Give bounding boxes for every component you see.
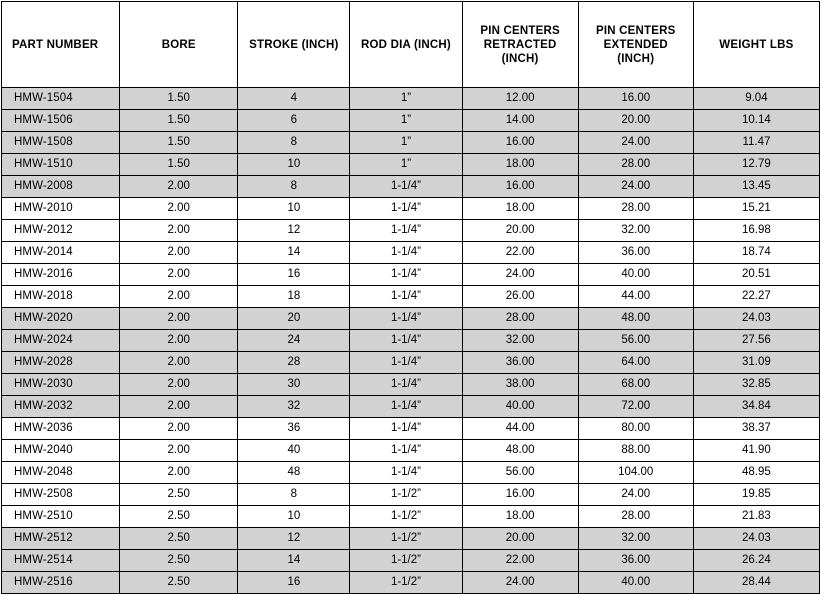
- cell-part-number: HMW-2010: [2, 198, 120, 220]
- table-cell: 24.03: [693, 528, 819, 550]
- table-cell: 1-1/2”: [350, 484, 462, 506]
- table-cell: 8: [238, 132, 350, 154]
- column-header-line: EXTENDED: [603, 38, 668, 51]
- table-cell: 36.00: [578, 550, 693, 572]
- table-row: [2, 374, 820, 396]
- table-cell: 6: [238, 110, 350, 132]
- table-cell: 2.00: [120, 440, 238, 462]
- table-cell: 10: [238, 198, 350, 220]
- column-header-0: [2, 2, 120, 88]
- table-cell: 2.00: [120, 352, 238, 374]
- table-cell: 40.00: [578, 264, 693, 286]
- table-body: [2, 88, 820, 594]
- cell-part-number: HMW-1504: [2, 88, 120, 110]
- table-cell: 32: [238, 396, 350, 418]
- table-cell: 2.50: [120, 528, 238, 550]
- column-header-line: BORE: [161, 38, 196, 51]
- table-row: [2, 88, 820, 110]
- table-cell: 28: [238, 352, 350, 374]
- table-cell: 32.00: [462, 330, 578, 352]
- table-cell: 36.00: [462, 352, 578, 374]
- table-cell: 10.14: [693, 110, 819, 132]
- table-cell: 2.50: [120, 572, 238, 594]
- table-row: [2, 242, 820, 264]
- table-cell: 32.00: [578, 528, 693, 550]
- table-cell: 18.00: [462, 506, 578, 528]
- table-row: [2, 352, 820, 374]
- table-cell: 1-1/4”: [350, 286, 462, 308]
- table-row: [2, 286, 820, 308]
- column-header-line: RETRACTED: [483, 38, 557, 51]
- table-cell: 1-1/4”: [350, 462, 462, 484]
- table-cell: 1-1/4”: [350, 352, 462, 374]
- column-header-5: [578, 2, 693, 88]
- table-cell: 1-1/4”: [350, 374, 462, 396]
- table-cell: 12: [238, 220, 350, 242]
- cell-part-number: HMW-1508: [2, 132, 120, 154]
- table-cell: 104.00: [578, 462, 693, 484]
- table-cell: 22.00: [462, 242, 578, 264]
- table-cell: 2.50: [120, 484, 238, 506]
- cell-part-number: HMW-2020: [2, 308, 120, 330]
- cell-part-number: HMW-2516: [2, 572, 120, 594]
- column-header-6: [693, 2, 819, 88]
- specification-table: [1, 1, 820, 594]
- table-cell: 48: [238, 462, 350, 484]
- table-cell: 2.00: [120, 220, 238, 242]
- cell-part-number: HMW-2024: [2, 330, 120, 352]
- table-cell: 24.00: [462, 264, 578, 286]
- table-cell: 28.44: [693, 572, 819, 594]
- table-cell: 80.00: [578, 418, 693, 440]
- table-cell: 2.00: [120, 264, 238, 286]
- table-cell: 2.00: [120, 374, 238, 396]
- table-cell: 56.00: [462, 462, 578, 484]
- table-row: [2, 572, 820, 594]
- cell-part-number: HMW-2016: [2, 264, 120, 286]
- table-cell: 2.50: [120, 506, 238, 528]
- table-row: [2, 132, 820, 154]
- table-row: [2, 418, 820, 440]
- column-header-2: [238, 2, 350, 88]
- table-row: [2, 154, 820, 176]
- column-header-line: (INCH): [501, 52, 539, 65]
- table-cell: 1.50: [120, 88, 238, 110]
- cell-part-number: HMW-2040: [2, 440, 120, 462]
- table-cell: 18.00: [462, 198, 578, 220]
- table-cell: 28.00: [578, 154, 693, 176]
- cell-part-number: HMW-1506: [2, 110, 120, 132]
- table-row: [2, 440, 820, 462]
- table-cell: 12: [238, 528, 350, 550]
- table-cell: 24.00: [462, 572, 578, 594]
- table-cell: 18.74: [693, 242, 819, 264]
- table-cell: 1-1/4”: [350, 418, 462, 440]
- table-cell: 2.00: [120, 396, 238, 418]
- table-cell: 32.00: [578, 220, 693, 242]
- table-cell: 1-1/4”: [350, 264, 462, 286]
- table-cell: 12.00: [462, 88, 578, 110]
- table-row: [2, 110, 820, 132]
- column-header-4: [462, 2, 578, 88]
- cell-part-number: HMW-2014: [2, 242, 120, 264]
- table-cell: 16.00: [578, 88, 693, 110]
- table-cell: 24.00: [578, 176, 693, 198]
- table-cell: 26.24: [693, 550, 819, 572]
- cell-part-number: HMW-2028: [2, 352, 120, 374]
- cell-part-number: HMW-1510: [2, 154, 120, 176]
- table-cell: 20.51: [693, 264, 819, 286]
- table-cell: 38.00: [462, 374, 578, 396]
- table-row: [2, 198, 820, 220]
- table-row: [2, 462, 820, 484]
- cell-part-number: HMW-2048: [2, 462, 120, 484]
- table-cell: 16: [238, 264, 350, 286]
- table-cell: 40: [238, 440, 350, 462]
- table-cell: 24.00: [578, 132, 693, 154]
- table-cell: 28.00: [578, 506, 693, 528]
- cell-part-number: HMW-2510: [2, 506, 120, 528]
- table-cell: 18: [238, 286, 350, 308]
- table-cell: 19.85: [693, 484, 819, 506]
- table-cell: 2.00: [120, 330, 238, 352]
- table-row: [2, 220, 820, 242]
- column-header-3: [350, 2, 462, 88]
- table-cell: 48.00: [462, 440, 578, 462]
- table-cell: 1”: [350, 88, 462, 110]
- table-cell: 38.37: [693, 418, 819, 440]
- table-cell: 32.85: [693, 374, 819, 396]
- table-cell: 1-1/4”: [350, 440, 462, 462]
- table-row: [2, 308, 820, 330]
- cell-part-number: HMW-2036: [2, 418, 120, 440]
- table-cell: 16.00: [462, 176, 578, 198]
- table-row: [2, 264, 820, 286]
- table-cell: 16.00: [462, 484, 578, 506]
- table-cell: 20: [238, 308, 350, 330]
- column-header-line: PIN CENTERS: [595, 24, 676, 37]
- table-cell: 2.00: [120, 286, 238, 308]
- table-cell: 64.00: [578, 352, 693, 374]
- table-cell: 27.56: [693, 330, 819, 352]
- table-cell: 48.00: [578, 308, 693, 330]
- table-cell: 31.09: [693, 352, 819, 374]
- table-cell: 14: [238, 242, 350, 264]
- table-cell: 2.00: [120, 198, 238, 220]
- table-cell: 9.04: [693, 88, 819, 110]
- table-cell: 20.00: [578, 110, 693, 132]
- column-header-line: ROD DIA (INCH): [361, 38, 451, 51]
- table-cell: 12.79: [693, 154, 819, 176]
- table-cell: 44.00: [462, 418, 578, 440]
- table-cell: 28.00: [462, 308, 578, 330]
- table-cell: 22.27: [693, 286, 819, 308]
- table-cell: 1-1/4”: [350, 396, 462, 418]
- table-cell: 2.00: [120, 308, 238, 330]
- table-cell: 56.00: [578, 330, 693, 352]
- table-cell: 10: [238, 506, 350, 528]
- column-header-line: (INCH): [617, 52, 655, 65]
- table-cell: 68.00: [578, 374, 693, 396]
- table-cell: 2.00: [120, 462, 238, 484]
- table-cell: 1-1/4”: [350, 176, 462, 198]
- table-cell: 22.00: [462, 550, 578, 572]
- table-cell: 24: [238, 330, 350, 352]
- column-header-1: [120, 2, 238, 88]
- table-cell: 14: [238, 550, 350, 572]
- table-row: [2, 330, 820, 352]
- table-cell: 20.00: [462, 528, 578, 550]
- table-row: [2, 550, 820, 572]
- table-cell: 48.95: [693, 462, 819, 484]
- column-header-line: PIN CENTERS: [480, 24, 560, 37]
- table-cell: 15.21: [693, 198, 819, 220]
- table-cell: 21.83: [693, 506, 819, 528]
- table-row: [2, 528, 820, 550]
- table-cell: 8: [238, 484, 350, 506]
- cell-part-number: HMW-2012: [2, 220, 120, 242]
- table-cell: 41.90: [693, 440, 819, 462]
- table-cell: 10: [238, 154, 350, 176]
- column-header-line: PART NUMBER: [12, 38, 99, 51]
- table-cell: 1”: [350, 154, 462, 176]
- table-cell: 2.00: [120, 176, 238, 198]
- table-row: [2, 396, 820, 418]
- column-header-line: STROKE (INCH): [249, 38, 339, 51]
- column-header-line: WEIGHT LBS: [719, 38, 794, 51]
- table-cell: 1-1/4”: [350, 308, 462, 330]
- table-cell: 1”: [350, 110, 462, 132]
- table-cell: 20.00: [462, 220, 578, 242]
- table-cell: 18.00: [462, 154, 578, 176]
- table-cell: 1-1/2”: [350, 572, 462, 594]
- table-cell: 1.50: [120, 132, 238, 154]
- table-cell: 1-1/4”: [350, 242, 462, 264]
- table-cell: 36.00: [578, 242, 693, 264]
- table-cell: 1-1/2”: [350, 506, 462, 528]
- table-row: [2, 484, 820, 506]
- table-cell: 1-1/4”: [350, 220, 462, 242]
- table-cell: 2.50: [120, 550, 238, 572]
- table-cell: 44.00: [578, 286, 693, 308]
- cell-part-number: HMW-2018: [2, 286, 120, 308]
- table-cell: 24.03: [693, 308, 819, 330]
- table-cell: 16.98: [693, 220, 819, 242]
- table-cell: 1-1/4”: [350, 330, 462, 352]
- table-cell: 72.00: [578, 396, 693, 418]
- table-cell: 14.00: [462, 110, 578, 132]
- table-cell: 8: [238, 176, 350, 198]
- table-cell: 16.00: [462, 132, 578, 154]
- table-row: [2, 506, 820, 528]
- table-cell: 4: [238, 88, 350, 110]
- table-cell: 1-1/2”: [350, 550, 462, 572]
- table-cell: 26.00: [462, 286, 578, 308]
- table-cell: 36: [238, 418, 350, 440]
- table-cell: 40.00: [462, 396, 578, 418]
- table-cell: 88.00: [578, 440, 693, 462]
- cell-part-number: HMW-2508: [2, 484, 120, 506]
- cell-part-number: HMW-2008: [2, 176, 120, 198]
- table-cell: 13.45: [693, 176, 819, 198]
- cell-part-number: HMW-2030: [2, 374, 120, 396]
- table-cell: 34.84: [693, 396, 819, 418]
- table-cell: 11.47: [693, 132, 819, 154]
- table-cell: 1.50: [120, 154, 238, 176]
- table-cell: 2.00: [120, 418, 238, 440]
- table-cell: 24.00: [578, 484, 693, 506]
- table-cell: 16: [238, 572, 350, 594]
- table-cell: 40.00: [578, 572, 693, 594]
- table-header-row: [2, 2, 820, 88]
- table-cell: 1-1/2”: [350, 528, 462, 550]
- cell-part-number: HMW-2512: [2, 528, 120, 550]
- table-cell: 1.50: [120, 110, 238, 132]
- table-row: [2, 176, 820, 198]
- table-header: [2, 2, 820, 88]
- table-cell: 30: [238, 374, 350, 396]
- table-cell: 28.00: [578, 198, 693, 220]
- cell-part-number: HMW-2032: [2, 396, 120, 418]
- table-cell: 2.00: [120, 242, 238, 264]
- cell-part-number: HMW-2514: [2, 550, 120, 572]
- table-cell: 1-1/4”: [350, 198, 462, 220]
- table-cell: 1”: [350, 132, 462, 154]
